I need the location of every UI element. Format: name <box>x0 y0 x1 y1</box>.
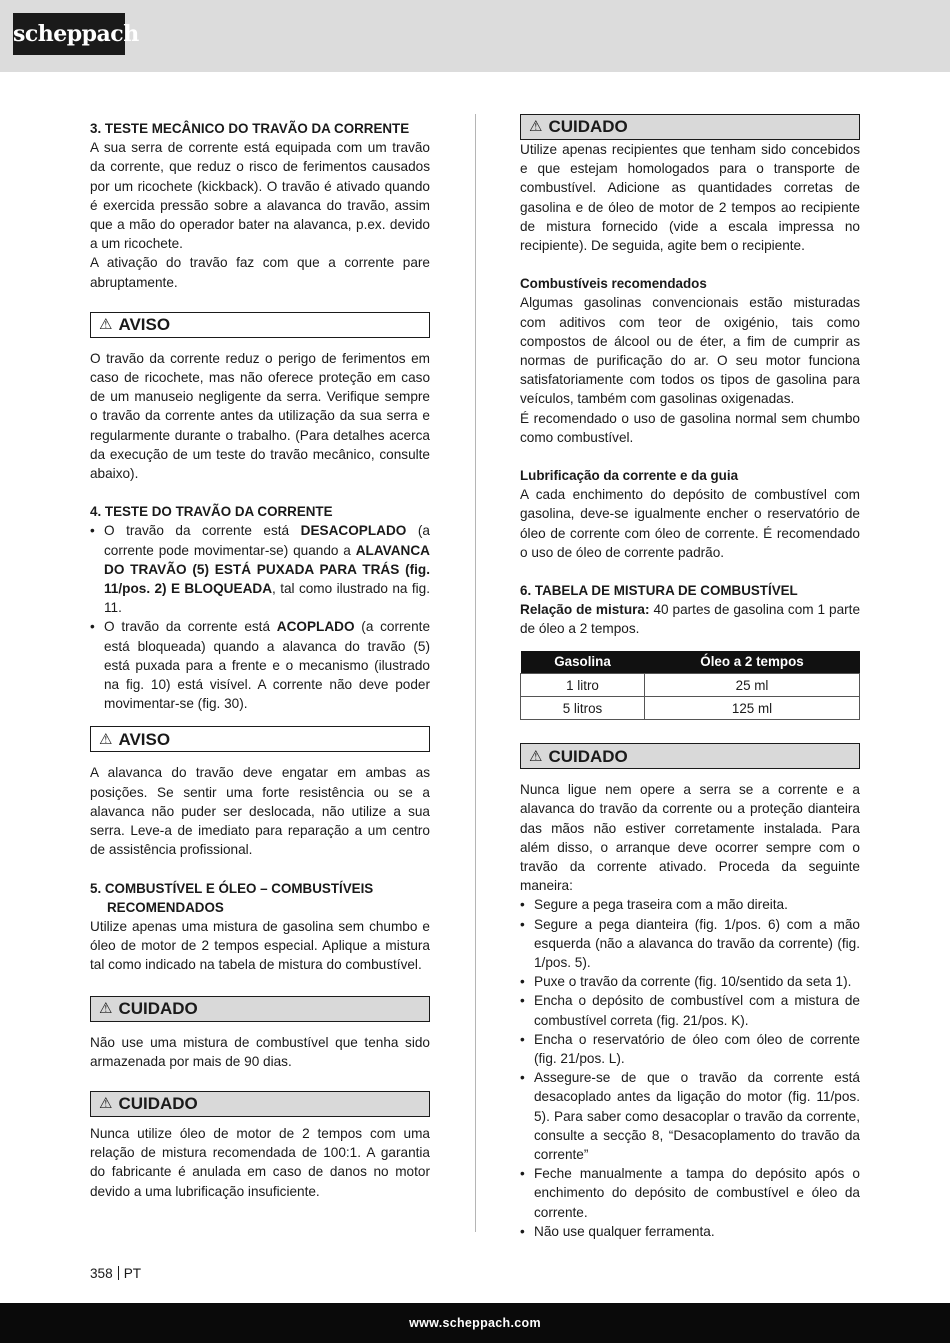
warning-triangle-icon: ⚠ <box>99 998 113 1017</box>
list-item: • Não use qualquer ferramenta. <box>520 1222 860 1241</box>
lubrication-title: Lubrificação da corrente e da guia <box>520 468 739 484</box>
column-divider <box>475 114 476 1232</box>
footer-url[interactable]: www.scheppach.com <box>409 1316 541 1330</box>
caution-label: CUIDADO <box>118 1094 198 1114</box>
caution-box-4 <box>520 743 860 769</box>
fuel-paragraph-1: Algumas gasolinas convencionais estão misturadas com aditivos com teor de oxigénio, tais como compostos de álcool ou de éter, a fim de cumprir as normas de purificação do ar. O seu motor funciona satisfatoriamente com todos os tipos de gasolina para veículos, também com gasolinas oxigenadas. <box>520 295 860 407</box>
section-5-title: 5. COMBUSTÍVEL E ÓLEO – COMBUSTÍVEIS <box>90 880 374 896</box>
list-item: • Assegure-se de que o travão da corrente está desacoplado antes da ligação do motor (fig. 11/pos. 5). Para saber como desacoplar o travão da corrente, consulte a secção 8, “Desacoplamento do travão da corrente” <box>520 1068 860 1164</box>
caution-box-1 <box>90 996 430 1022</box>
warning-1-text: O travão da corrente reduz o perigo de ferimentos em caso de ricochete, mas não oferece proteção em caso de um manuseio negligente da serra. Verifique sempre o travão da corrente antes da utilização da sua serra e regularmente durante o trabalho. (Para detalhes acerca da execução de um teste do travão mecânico, consulte abaixo). <box>90 350 430 482</box>
table-header: Óleo a 2 tempos <box>645 651 860 674</box>
section-3-title: 3. TESTE MECÂNICO DO TRAVÃO DA CORRENTE <box>90 121 410 136</box>
page-footer <box>0 1303 950 1343</box>
page-header <box>0 0 950 72</box>
list-item: • Feche manualmente a tampa do depósito após o enchimento do depósito de combustível e óleo da corrente. <box>520 1164 860 1222</box>
list-item: • Encha o depósito de combustível com a mistura de combustível correta (fig. 21/pos. K). <box>520 991 860 1029</box>
warning-triangle-icon: ⚠ <box>529 117 543 136</box>
table-cell: 25 ml <box>645 674 860 697</box>
warning-triangle-icon: ⚠ <box>99 729 113 748</box>
warning-box-2 <box>90 726 430 752</box>
list-item: • Puxe o travão da corrente (fig. 10/sentido da seta 1). <box>520 972 860 991</box>
caution-4-text: Nunca ligue nem opere a serra se a corrente e a alavanca do travão da corrente ou a proteção dianteira das mãos não estiver corretamente instalada. Para além disso, o arranque deve ocorrer sempre com o travão da corrente ativado. Proceda da seguinte maneira: <box>520 782 860 894</box>
list-item: • O travão da corrente está ACOPLADO (a corrente está bloqueada) quando a alavanca do travão (5) está puxada para a frente e o mecanismo (ilustrado na fig. 10) está visível. A corrente não deve poder movimentar-se (fig. 30). <box>90 617 430 713</box>
caution-box-2 <box>90 1091 430 1117</box>
caution-label: CUIDADO <box>548 746 628 766</box>
warning-2-text: A alavanca do travão deve engatar em ambas as posições. Se sentir uma forte resistência ou se a alavanca não puder ser deslocada, não utilize a sua serra. Leve-a de imediato para reparação a um centro de assistência profissional. <box>90 765 430 858</box>
caution-label: CUIDADO <box>548 117 628 137</box>
mix-ratio: Relação de mistura: 40 partes de gasolina com 1 parte de óleo a 2 tempos. <box>520 602 861 637</box>
warning-label: AVISO <box>118 315 171 335</box>
section-3-paragraph-2: A ativação do travão faz com que a corrente pare abruptamente. <box>90 255 430 290</box>
caution-2-text: Nunca utilize óleo de motor de 2 tempos com uma relação de mistura recomendada de 100:1. A garantia do fabricante é anulada em caso de danos no motor devido a uma lubrificação insuficiente. <box>90 1125 430 1199</box>
warning-triangle-icon: ⚠ <box>99 1094 113 1113</box>
list-item: • Segure a pega traseira com a mão direita. <box>520 895 860 914</box>
table-row <box>521 697 860 720</box>
list-item: • Segure a pega dianteira (fig. 1/pos. 6) com a mão esquerda (não a alavanca do travão da corrente) (fig. 1/pos. 5). <box>520 915 860 973</box>
table-row <box>521 674 860 697</box>
list-item: • Encha o reservatório de óleo com óleo de corrente (fig. 21/pos. L). <box>520 1030 860 1068</box>
table-cell: 1 litro <box>521 674 645 697</box>
warning-triangle-icon: ⚠ <box>529 746 543 765</box>
table-cell: 5 litros <box>521 697 645 720</box>
caution-1-text: Não use uma mistura de combustível que tenha sido armazenada por mais de 90 dias. <box>90 1034 430 1069</box>
fuel-mix-table <box>520 651 860 721</box>
caution-box-3 <box>520 114 860 140</box>
scheppach-logo: scheppach <box>13 13 125 55</box>
caution-label: CUIDADO <box>118 998 198 1018</box>
right-column <box>520 114 860 1241</box>
warning-label: AVISO <box>118 729 171 749</box>
section-4-list <box>90 521 430 713</box>
warning-box-1 <box>90 312 430 338</box>
left-column <box>90 119 430 1201</box>
lubrication-text: A cada enchimento do depósito de combustível com gasolina, deve-se igualmente encher o reservatório de óleo de corrente com óleo de corrente. É recomendado o uso de óleo de corrente padrão. <box>520 487 860 560</box>
fuel-title: Combustíveis recomendados <box>520 276 707 292</box>
section-6-title: 6. TABELA DE MISTURA DE COMBUSTÍVEL <box>520 583 798 599</box>
startup-steps-list <box>520 895 860 1241</box>
fuel-paragraph-2: É recomendado o uso de gasolina normal sem chumbo como combustível. <box>520 410 860 445</box>
section-5-text: Utilize apenas uma mistura de gasolina sem chumbo e óleo de motor de 2 tempos especial. Aplique a mistura tal como indicado na tabela de mistura do combustível. <box>90 918 430 973</box>
section-4-title: 4. TESTE DO TRAVÃO DA CORRENTE <box>90 504 333 520</box>
section-5-title-cont: RECOMENDADOS <box>107 899 224 915</box>
caution-3-text: Utilize apenas recipientes que tenham sido concebidos e que estejam homologados para o transporte de combustível. Adicione as quantidades corretas de gasolina e de óleo de motor de 2 tempos ao recipiente de mistura fornecido (vide a escala impressa no recipiente). De seguida, agite bem o recipiente. <box>520 142 860 254</box>
table-header: Gasolina <box>521 651 645 674</box>
list-item: • O travão da corrente está DESACOPLADO (a corrente pode movimentar-se) quando a ALAVANCA DO TRAVÃO (5) ESTÁ PUXADA PARA TRÁS (fig. 11/pos. 2) E BLOQUEADA, tal como ilustrado na fig. 11. <box>90 521 430 617</box>
table-cell: 125 ml <box>645 697 860 720</box>
page-number: 358 PT <box>90 1266 142 1281</box>
warning-triangle-icon: ⚠ <box>99 315 113 334</box>
section-3-paragraph-1: A sua serra de corrente está equipada com um travão da corrente, que reduz o risco de ferimentos causados por um ricochete (kickback). O travão é ativado quando é exercida pressão sobre a alavanca do travão, assim que a mão do operador bater na alavanca, p.ex. devido a um ricochete. <box>90 140 430 252</box>
